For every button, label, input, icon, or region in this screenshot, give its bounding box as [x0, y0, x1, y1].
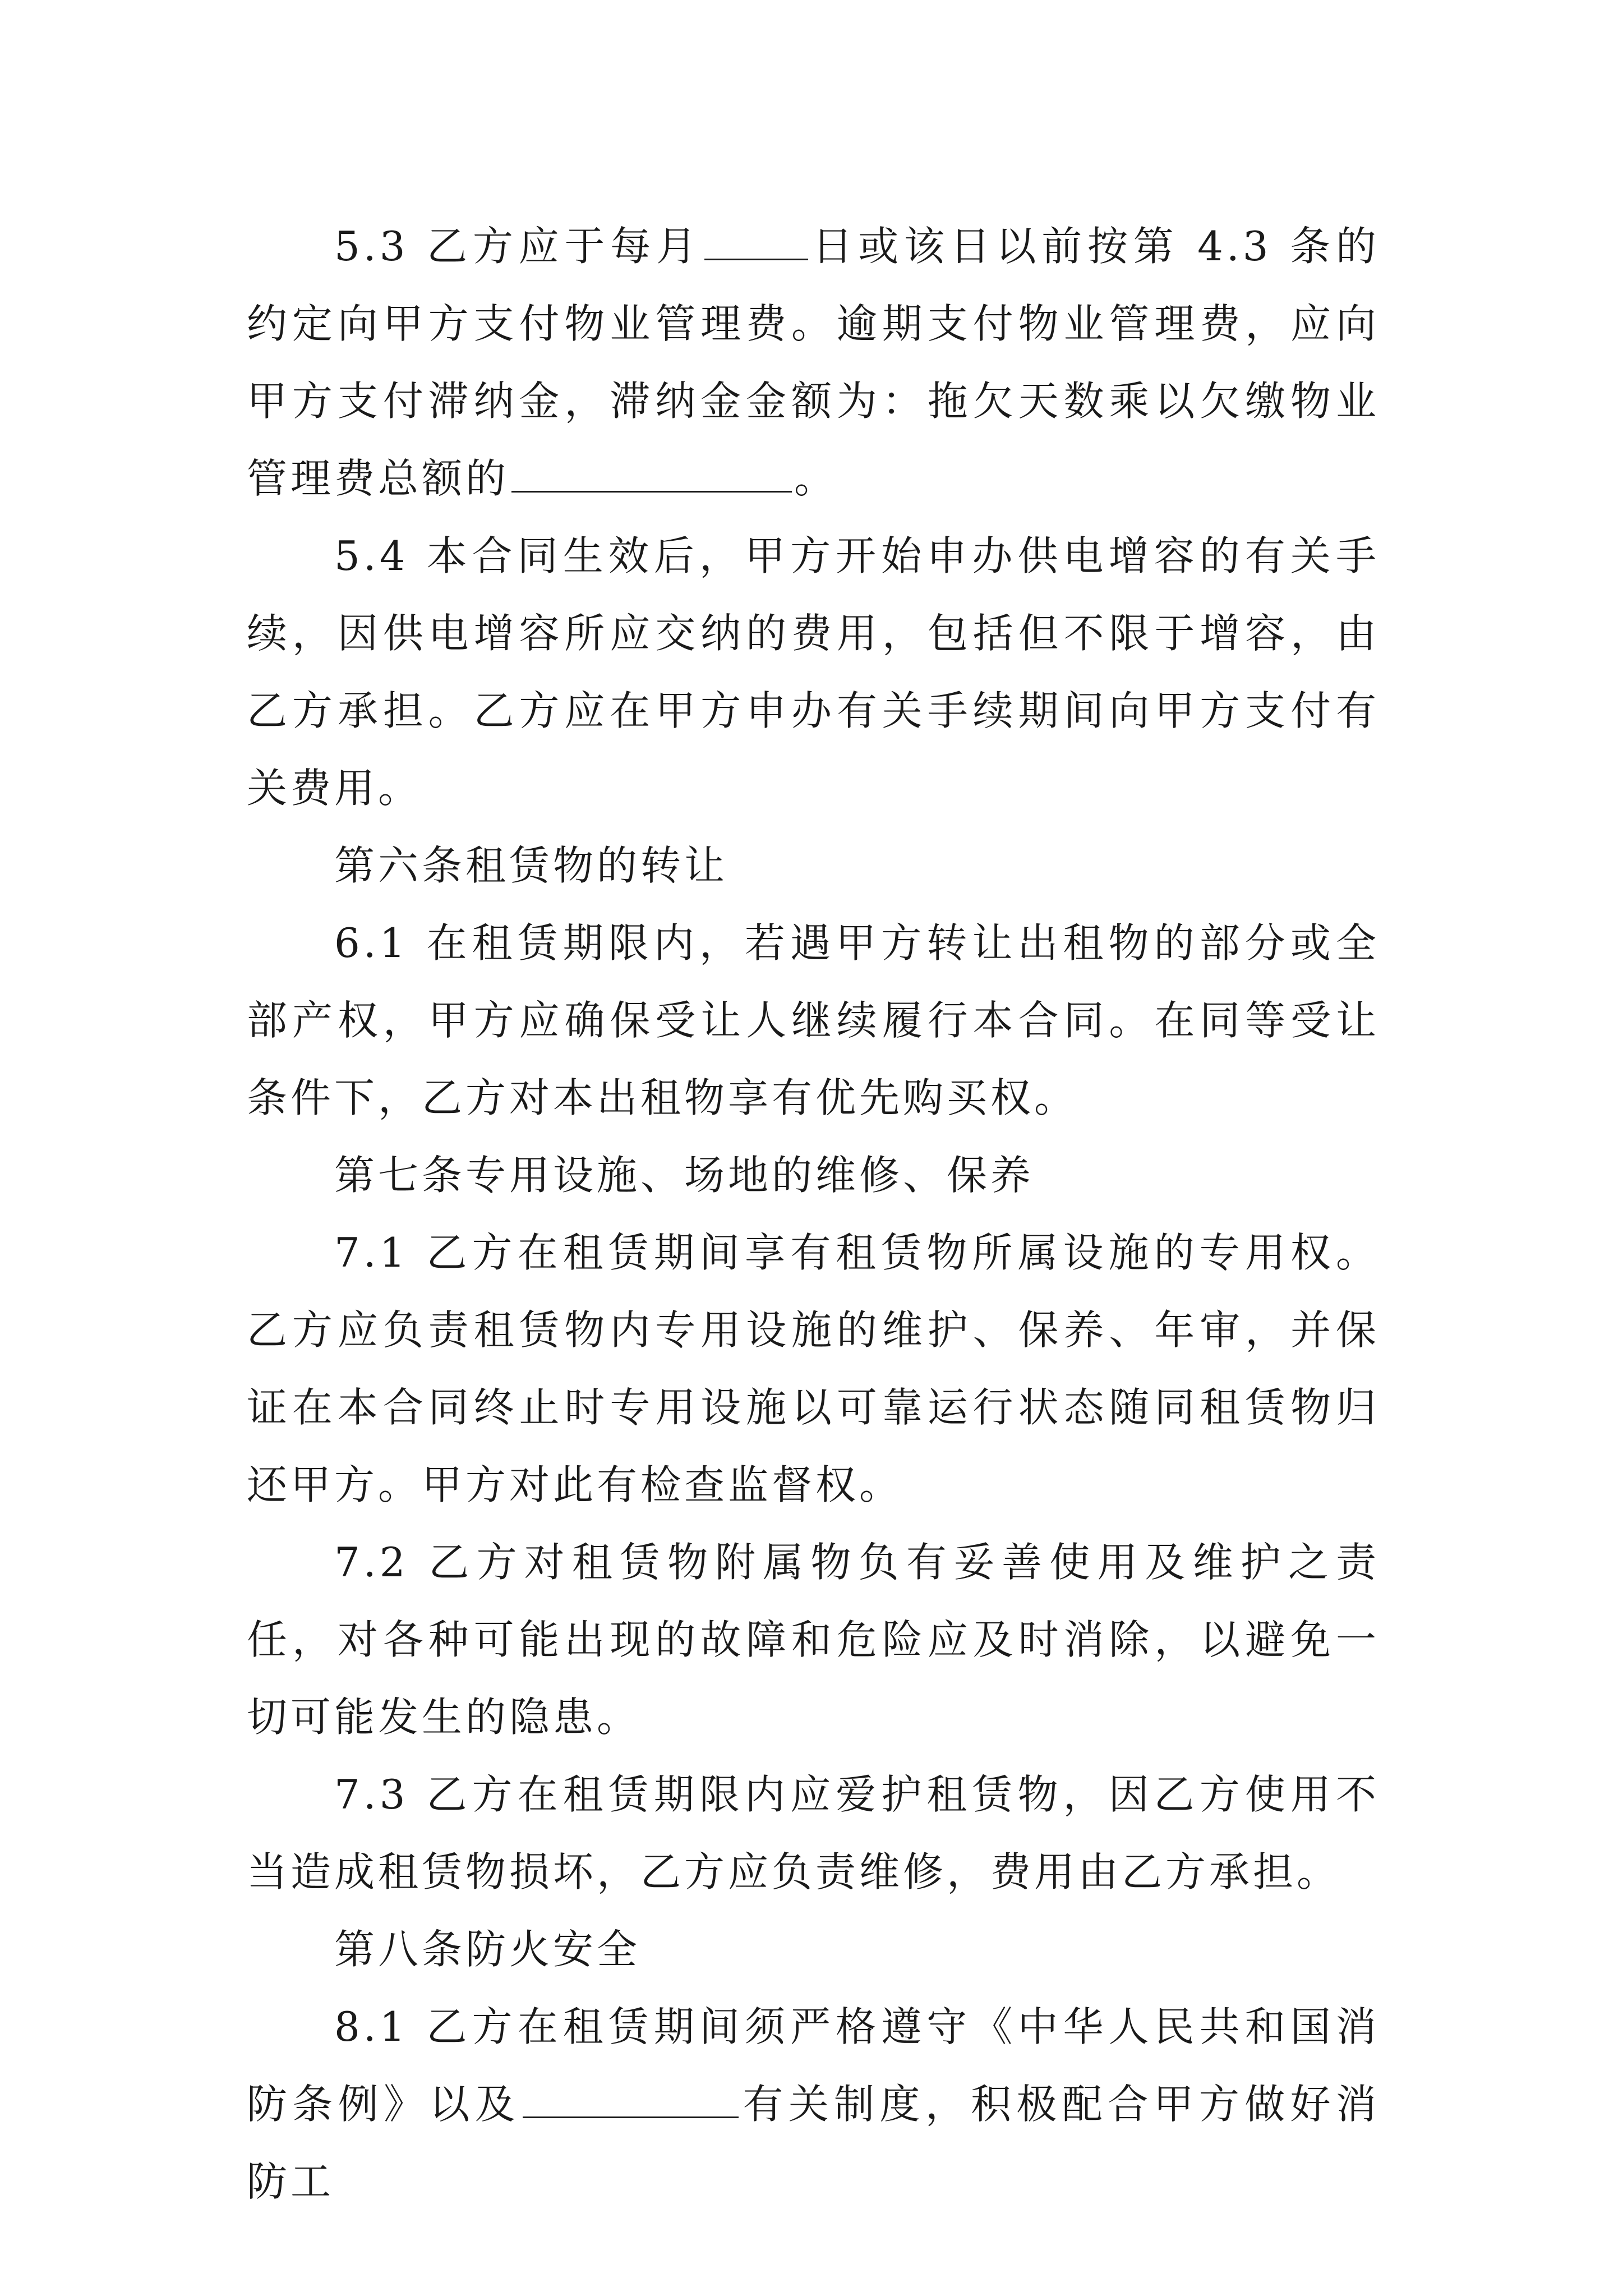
section-heading [247, 1137, 1380, 1214]
paragraph-text: 。 [794, 455, 838, 502]
fill-in-blank [704, 216, 808, 260]
clause-paragraph [247, 904, 1380, 1137]
paragraph-text: 7.3 乙方在租赁期限内应爱护租赁物，因乙方使用不当造成租赁物损坏，乙方应负责维修，费用由乙方承担。 [247, 1771, 1380, 1895]
clause-paragraph [247, 1524, 1380, 1756]
paragraph-text: 有关制度，积极配合甲方做好消防工 [247, 2081, 1380, 2205]
clause-paragraph [247, 1214, 1380, 1524]
paragraph-text: 第八条防火安全 [334, 1926, 641, 1973]
fill-in-blank [523, 2074, 739, 2118]
clause-paragraph [247, 1756, 1380, 1911]
paragraph-text: 6.1 在租赁期限内，若遇甲方转让出租物的部分或全部产权，甲方应确保受让人继续履行本合同。在同等受让条件下，乙方对本出租物享有优先购买权。 [247, 919, 1380, 1121]
section-heading [247, 1911, 1380, 1988]
clause-paragraph [247, 1988, 1380, 2220]
paragraph-text: 7.2 乙方对租赁物附属物负有妥善使用及维护之责任，对各种可能出现的故障和危险应及时消除，以避免一切可能发生的隐患。 [247, 1539, 1380, 1741]
section-heading [247, 827, 1380, 904]
paragraph-text: 8.1 乙方在租赁期间须严格遵守《中华人民共和国消防条例》以及 [247, 2003, 1380, 2128]
paragraph-text: 第七条专用设施、场地的维修、保养 [334, 1152, 1035, 1199]
paragraph-text: 5.4 本合同生效后，甲方开始申办供电增容的有关手续，因供电增容所应交纳的费用，包括但不限于增容，由乙方承担。乙方应在甲方申办有关手续期间向甲方支付有关费用。 [247, 532, 1380, 812]
fill-in-blank [511, 448, 792, 493]
paragraph-text: 第六条租赁物的转让 [334, 842, 728, 889]
clause-paragraph [247, 517, 1380, 827]
clause-paragraph [247, 208, 1380, 517]
paragraph-text: 5.3 乙方应于每月 [334, 223, 702, 270]
document-page [247, 208, 1380, 2220]
paragraph-text: 日或该日以前按第 4.3 条的约定向甲方支付物业管理费。逾期支付物业管理费，应向甲方支付滞纳金，滞纳金金额为：拖欠天数乘以欠缴物业管理费总额的 [247, 223, 1380, 502]
paragraph-text: 7.1 乙方在租赁期间享有租赁物所属设施的专用权。乙方应负责租赁物内专用设施的维护、保养、年审，并保证在本合同终止时专用设施以可靠运行状态随同租赁物归还甲方。甲方对此有检查监督权。 [247, 1229, 1380, 1508]
